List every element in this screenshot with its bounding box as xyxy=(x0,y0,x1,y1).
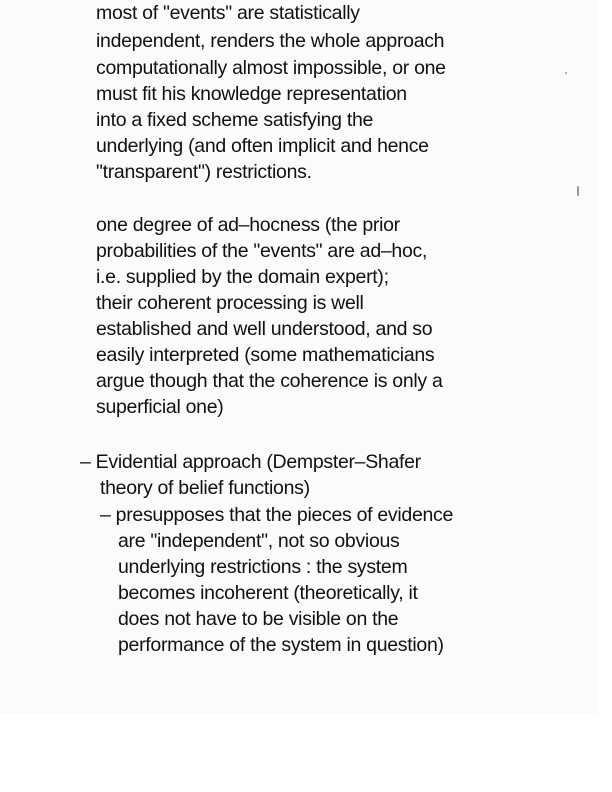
text-line: does not have to be visible on the xyxy=(118,608,399,630)
text-line: becomes incoherent (theoretically, it xyxy=(118,582,418,604)
text-line: computationally almost impossible, or one xyxy=(96,57,446,79)
text-line: performance of the system in question) xyxy=(118,634,444,656)
scan-speck xyxy=(577,186,579,196)
text-line: easily interpreted (some mathematicians xyxy=(96,344,435,366)
text-line: probabilities of the "events" are ad–hoc, xyxy=(96,240,428,262)
text-line: argue though that the coherence is only a xyxy=(96,370,443,392)
text-line: are "independent", not so obvious xyxy=(118,530,400,552)
text-line: underlying (and often implicit and hence xyxy=(96,135,429,157)
text-line: – presupposes that the pieces of evidence xyxy=(100,504,454,526)
list-item-heading: theory of belief functions) xyxy=(100,477,310,499)
text-line: underlying restrictions : the system xyxy=(118,556,408,578)
text-line: superficial one) xyxy=(96,396,224,418)
text-line: established and well understood, and so xyxy=(96,318,433,340)
text-line: most of "events" are statistically xyxy=(96,2,360,24)
text-line: independent, renders the whole approach xyxy=(96,30,445,52)
list-item-heading: – Evidential approach (Dempster–Shafer xyxy=(80,451,421,473)
text-line: i.e. supplied by the domain expert); xyxy=(96,266,389,288)
text-line: their coherent processing is well xyxy=(96,292,364,314)
text-line: must fit his knowledge representation xyxy=(96,83,407,105)
text-line: "transparent") restrictions. xyxy=(96,161,312,183)
text-line: into a fixed scheme satisfying the xyxy=(96,109,374,131)
text-line: one degree of ad–hocness (the prior xyxy=(96,214,400,236)
scan-speck xyxy=(565,72,567,74)
